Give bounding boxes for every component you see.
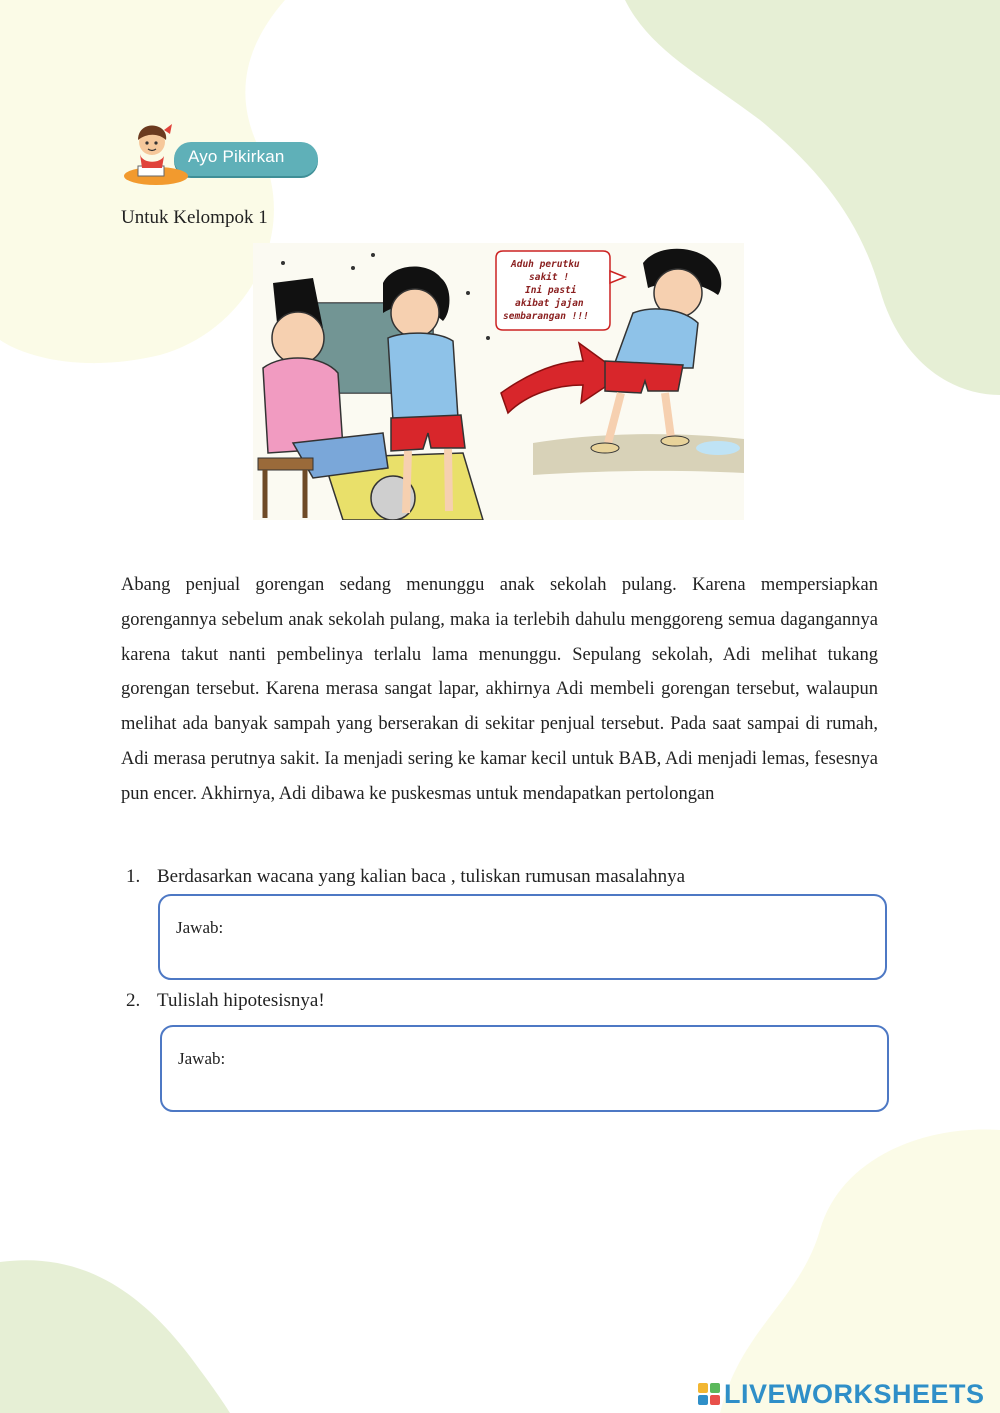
question-1-text: Berdasarkan wacana yang kalian baca , tuliskan rumusan masalahnya: [157, 866, 686, 887]
answer-box-2[interactable]: [160, 1025, 889, 1112]
answer-box-1[interactable]: [158, 894, 887, 980]
story-passage: Abang penjual gorengan sedang menunggu anak sekolah pulang. Karena mempersiapkan gorengannya sebelum anak sekolah pulang, maka ia terlebih dahulu menggoreng semua dagangannya karena takut nanti pembelinya terlalu lama menunggu. Sepulang sekolah, Adi melihat tukang gorengan tersebut. Karena merasa sangat lapar, akhirnya Adi membeli gorengan tersebut, walaupun melihat ada banyak sampah yang berserakan di sekitar penjual tersebut. Pada saat sampai di rumah, Adi merasa perutnya sakit. Ia menjadi sering ke kamar kecil untuk BAB, Adi menjadi lemas, fesesnya pun encer. Akhirnya, Adi dibawa ke puskesmas untuk mendapatkan pertolongan: [121, 575, 878, 804]
speech-line-3: Ini pasti: [525, 285, 577, 296]
ayo-pikirkan-badge: [122, 120, 322, 190]
speech-line-5: sembarangan !!!: [503, 311, 589, 322]
story-illustration: [253, 243, 744, 520]
liveworksheets-logo[interactable]: [698, 1378, 985, 1410]
question-2: [126, 990, 325, 1012]
answer-label-2: Jawab:: [178, 1049, 226, 1068]
speech-line-2: sakit !: [529, 272, 570, 283]
illustration-drawing: [253, 243, 744, 520]
question-2-number: 2.: [126, 990, 141, 1011]
question-2-text: Tulislah hipotesisnya!: [157, 990, 325, 1011]
group-label: Untuk Kelompok 1: [121, 207, 268, 228]
answer-label-1: Jawab:: [176, 918, 224, 937]
question-1: [126, 866, 685, 888]
thinking-kid-icon: [122, 120, 192, 190]
logo-grid-icon: [698, 1383, 720, 1405]
speech-line-1: Aduh perutku: [511, 259, 580, 270]
speech-line-4: akibat jajan: [515, 298, 584, 309]
question-1-number: 1.: [126, 866, 141, 887]
badge-label: Ayo Pikirkan: [188, 147, 285, 166]
logo-text: LIVEWORKSHEETS: [724, 1378, 985, 1409]
